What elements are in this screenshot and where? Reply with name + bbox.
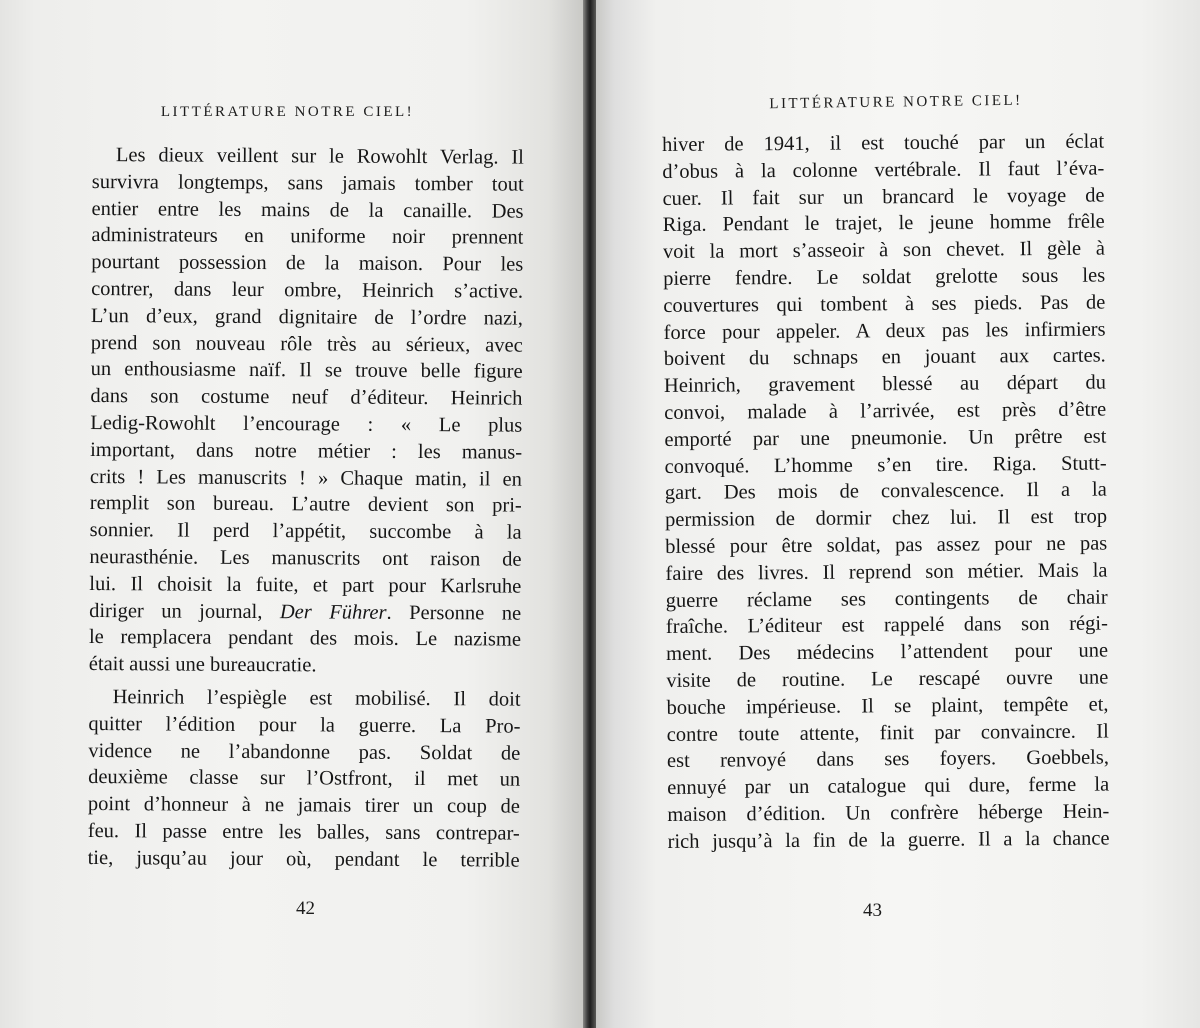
left-page-text (88, 142, 524, 874)
text-line: hiver de 1941, il est touché par un éclat (662, 130, 1105, 156)
text-line: était aussi une bureaucratie. (88, 653, 317, 677)
text-line: entier entre les mains de la canaille. Des (91, 197, 524, 223)
text-line: sonnier. Il perd l’appétit, succombe à la (89, 519, 522, 544)
text-line: ment. Des médecins l’attendent pour une (666, 639, 1109, 666)
text-line: vidence ne l’abandonne pas. Soldat de (88, 739, 521, 765)
page-number-right: 43 (863, 900, 882, 921)
text-line: contrer, dans leur ombre, Heinrich s’active. (91, 277, 524, 303)
text-line: Ledig-Rowohlt l’encourage : « Le plus (90, 411, 523, 437)
text-line: est renvoyé dans ses foyers. Goebbels, (666, 746, 1110, 773)
text-line: point d’honneur à ne jamais tirer un coup de (87, 793, 521, 818)
journal-title: Der Führer (279, 600, 387, 624)
right-page (596, 0, 1200, 1028)
text-line: le remplacera pendant des mois. Le nazisme (88, 626, 522, 651)
text-line: pierre fendre. Le soldat grelotte sous les (663, 264, 1106, 290)
text-line: ennuyé par un catalogue qui dure, ferme la (667, 773, 1110, 800)
text-line: faire des livres. Il reprend son métier. Mais la (665, 559, 1108, 585)
text-line: lui. Il choisit la fuite, et part pour Karlsruhe (89, 572, 522, 598)
text-line: boivent du schnaps en jouant aux cartes. (663, 344, 1106, 371)
text-line: voit la mort s’asseoir à son chevet. Il gèle à (662, 237, 1106, 264)
text-line: quitter l’édition pour la guerre. La Pro- (88, 712, 521, 738)
text-line: bouche impérieuse. Il se plaint, tempête et, (666, 693, 1109, 719)
text-line: diriger un journal, Der Führer. Personne ne (89, 599, 522, 625)
text-line: gart. Des mois de convalescence. Il a la (664, 478, 1107, 505)
text-line: fraîche. L’éditeur est rappelé dans son régi- (665, 612, 1108, 639)
text-line: crits ! Les manuscrits ! » Chaque matin, il en (89, 465, 523, 491)
text-line: force pour appeler. A deux pas les infirmiers (663, 318, 1106, 344)
text-line: L’un d’eux, grand dignitaire de l’ordre nazi, (90, 304, 523, 330)
left-page (0, 0, 583, 1028)
text-line: tie, jusqu’au jour où, pendant le terrible (87, 846, 520, 872)
text-line: prend son nouveau rôle très au sérieux, avec (90, 331, 523, 357)
running-head-right: LITTÉRATURE NOTRE CIEL! (769, 92, 1023, 113)
text-line: pourtant possession de la maison. Pour les (91, 251, 524, 276)
text-line: guerre réclame ses contingents de chair (665, 586, 1108, 612)
text-line: administrateurs en uniforme noir prennent (91, 224, 524, 250)
page-number-left: 42 (296, 898, 315, 919)
text-line: convoi, malade à l’arrivée, est près d’être (664, 398, 1107, 424)
running-head-left: LITTÉRATURE NOTRE CIEL! (160, 104, 415, 120)
text-line: neurasthénie. Les manuscrits ont raison de (89, 545, 522, 571)
text-line: Les dieux veillent sur le Rowohlt Verlag. Il (115, 144, 524, 169)
text-line: convoqué. L’homme s’en tire. Riga. Stutt- (664, 452, 1107, 478)
text-line: deuxième classe sur l’Ostfront, il met un (88, 766, 521, 791)
text-line: Heinrich l’espiègle est mobilisé. Il doit (112, 686, 521, 711)
text-line: blessé pour être soldat, pas assez pour ne pas (665, 532, 1108, 558)
text-line: contre toute attente, finit par convaincre. Il (666, 720, 1109, 746)
text-line: important, dans notre métier : les manus- (90, 438, 523, 464)
text-line: rich jusqu’à la fin de la guerre. Il a la chance (667, 827, 1110, 853)
text-line: maison d’édition. Un confrère héberge Hein- (667, 800, 1110, 826)
text-line: cuer. Il fait sur un brancard le voyage de (662, 184, 1105, 210)
book-gutter (583, 0, 596, 1028)
text-line: visite de routine. Le rescapé ouvre une (666, 666, 1109, 692)
text-line: couvertures qui tombent à ses pieds. Pas de (663, 291, 1106, 317)
right-page-text (662, 129, 1110, 856)
text-line: dans son costume neuf d’éditeur. Heinrich (90, 385, 523, 410)
text-line: feu. Il passe entre les balles, sans contrepar- (87, 819, 520, 845)
text-line: Riga. Pendant le trajet, le jeune homme frêle (662, 210, 1105, 237)
text-line: survivra longtemps, sans jamais tomber tout (91, 170, 524, 196)
text-line: remplit son bureau. L’autre devient son pri- (89, 492, 522, 517)
text-line: un enthousiasme naïf. Il se trouve belle figure (90, 358, 523, 384)
text-line: emporté par une pneumonie. Un prêtre est (664, 425, 1107, 451)
text-line: Heinrich, gravement blessé au départ du (663, 371, 1107, 398)
text-line: permission de dormir chez lui. Il est trop (664, 505, 1108, 532)
text-line: d’obus à la colonne vertébrale. Il faut l’éva- (662, 157, 1105, 183)
